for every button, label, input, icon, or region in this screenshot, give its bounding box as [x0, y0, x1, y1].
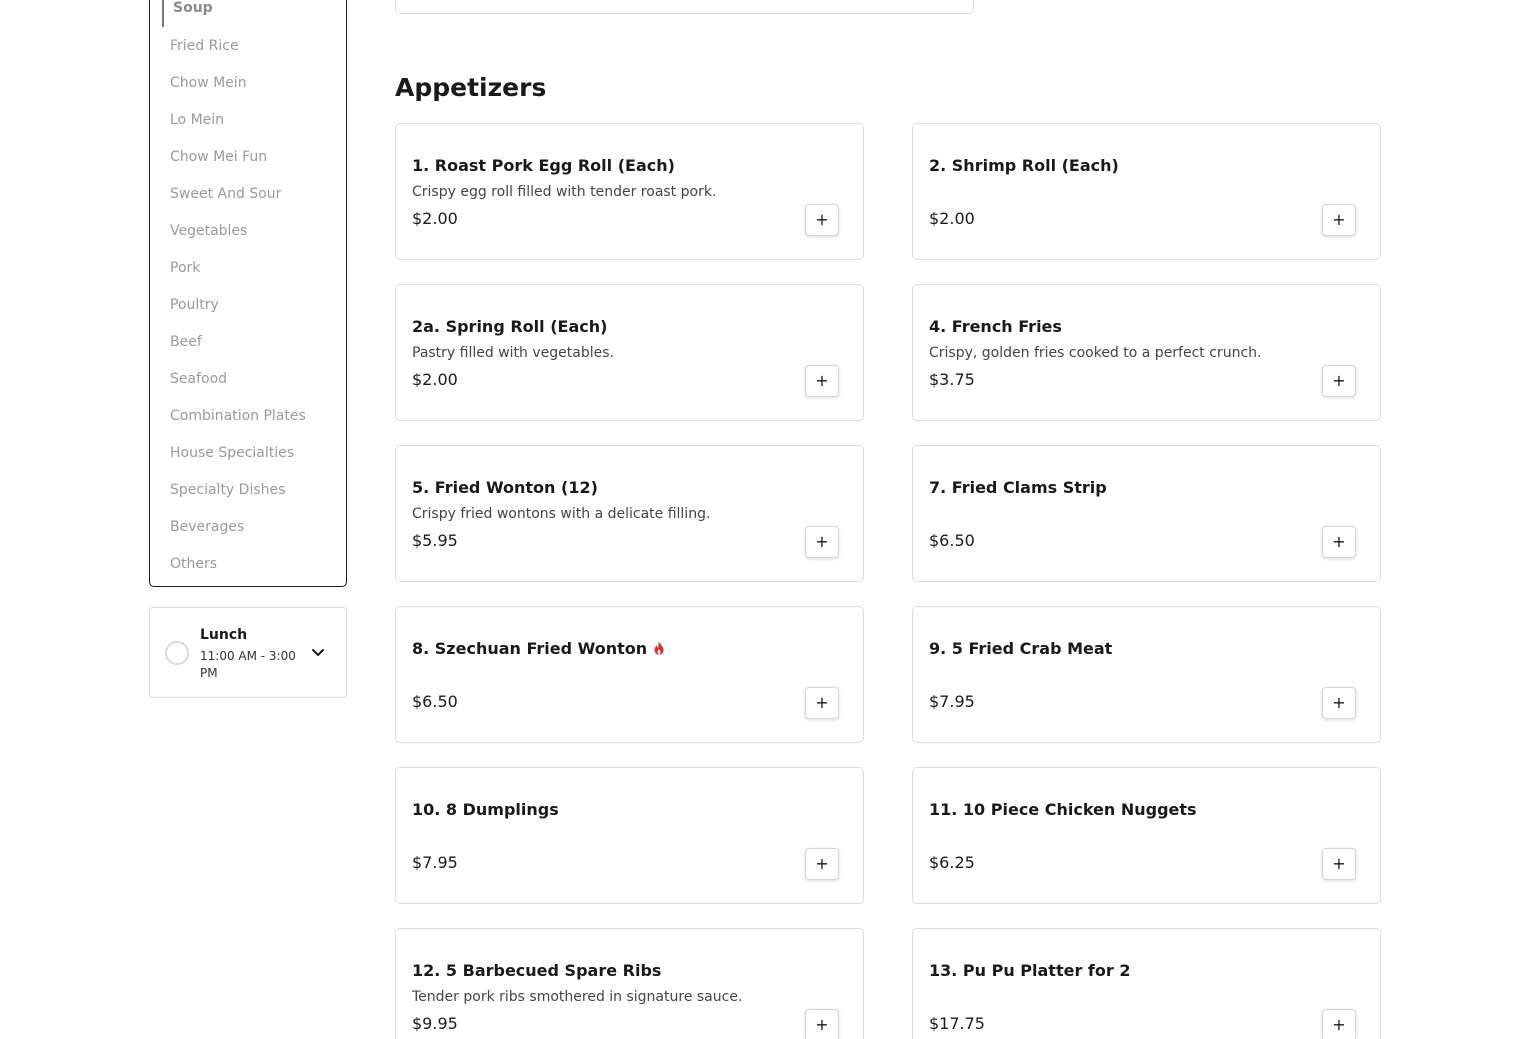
category-item-chow-mei-fun[interactable]: Chow Mei Fun — [170, 149, 268, 165]
menu-item-card[interactable] — [912, 606, 1381, 743]
item-name: 1. Roast Pork Egg Roll (Each) — [412, 156, 675, 175]
menu-item-card[interactable] — [912, 445, 1381, 582]
category-item-vegetables[interactable]: Vegetables — [170, 223, 248, 239]
item-price: $2.00 — [412, 209, 458, 228]
add-item-button[interactable]: + — [805, 526, 839, 558]
menu-item-card[interactable] — [912, 767, 1381, 904]
chevron-down-icon[interactable] — [310, 644, 326, 660]
category-item-lo-mein[interactable]: Lo Mein — [170, 112, 225, 128]
item-description: Crispy egg roll filled with tender roast pork. — [412, 184, 717, 200]
menu-item-card[interactable] — [912, 928, 1381, 1039]
category-item-combination-plates[interactable]: Combination Plates — [170, 408, 306, 424]
item-description: Tender pork ribs smothered in signature sauce. — [412, 989, 743, 1005]
menu-item-card[interactable] — [395, 284, 864, 421]
menu-item-card[interactable] — [395, 445, 864, 582]
item-name: 7. Fried Clams Strip — [929, 478, 1107, 497]
item-name: 4. French Fries — [929, 317, 1062, 336]
menu-item-card[interactable] — [912, 123, 1381, 260]
category-item-specialty-dishes[interactable]: Specialty Dishes — [170, 482, 286, 498]
add-item-button[interactable]: + — [1322, 1009, 1356, 1039]
add-item-button[interactable]: + — [805, 1009, 839, 1039]
menu-item-card[interactable] — [395, 123, 864, 260]
hours-radio[interactable] — [165, 641, 189, 665]
category-item-pork[interactable]: Pork — [170, 260, 201, 276]
item-description: Crispy, golden fries cooked to a perfect crunch. — [929, 345, 1262, 361]
category-item-sweet-and-sour[interactable]: Sweet And Sour — [170, 186, 282, 202]
item-price: $7.95 — [929, 692, 975, 711]
item-price: $7.95 — [412, 853, 458, 872]
item-price: $9.95 — [412, 1014, 458, 1033]
previous-section-card — [395, 0, 974, 14]
spicy-flame-icon — [653, 641, 665, 655]
item-name: 2. Shrimp Roll (Each) — [929, 156, 1119, 175]
item-name: 10. 8 Dumplings — [412, 800, 559, 819]
category-item-fried-rice[interactable]: Fried Rice — [170, 38, 239, 54]
add-item-button[interactable]: + — [1322, 687, 1356, 719]
menu-item-card[interactable] — [912, 284, 1381, 421]
item-name: 8. Szechuan Fried Wonton — [412, 639, 648, 658]
item-price: $6.50 — [929, 531, 975, 550]
item-price: $6.50 — [412, 692, 458, 711]
item-price: $3.75 — [929, 370, 975, 389]
menu-item-card[interactable] — [395, 767, 864, 904]
category-item-chow-mein[interactable]: Chow Mein — [170, 75, 247, 91]
item-name: 13. Pu Pu Platter for 2 — [929, 961, 1131, 980]
hours-time: 11:00 AM - 3:00 PM — [200, 649, 296, 680]
section-title: Appetizers — [395, 73, 547, 102]
menu-item-card[interactable] — [395, 928, 864, 1039]
add-item-button[interactable]: + — [1322, 526, 1356, 558]
menu-hours-selector[interactable] — [149, 607, 347, 698]
item-price: $6.25 — [929, 853, 975, 872]
item-price: $2.00 — [412, 370, 458, 389]
menu-item-card[interactable] — [395, 606, 864, 743]
add-item-button[interactable]: + — [805, 365, 839, 397]
item-description: Crispy fried wontons with a delicate filling. — [412, 506, 711, 522]
item-name: 12. 5 Barbecued Spare Ribs — [412, 961, 662, 980]
item-name: 2a. Spring Roll (Each) — [412, 317, 608, 336]
item-name: 11. 10 Piece Chicken Nuggets — [929, 800, 1197, 819]
item-price: $2.00 — [929, 209, 975, 228]
item-name: 5. Fried Wonton (12) — [412, 478, 598, 497]
item-price: $5.95 — [412, 531, 458, 550]
add-item-button[interactable]: + — [805, 687, 839, 719]
category-item-beef[interactable]: Beef — [170, 334, 202, 350]
category-item-poultry[interactable]: Poultry — [170, 297, 219, 313]
item-description: Pastry filled with vegetables. — [412, 345, 614, 361]
category-item-house-specialties[interactable]: House Specialties — [170, 445, 295, 461]
category-item-soup[interactable]: Soup — [162, 0, 213, 27]
item-name: 9. 5 Fried Crab Meat — [929, 639, 1113, 658]
hours-title: Lunch — [200, 627, 248, 643]
category-item-seafood[interactable]: Seafood — [170, 371, 228, 387]
add-item-button[interactable]: + — [1322, 204, 1356, 236]
item-price: $17.75 — [929, 1014, 985, 1033]
category-nav — [149, 0, 347, 587]
add-item-button[interactable]: + — [1322, 848, 1356, 880]
category-item-beverages[interactable]: Beverages — [170, 519, 245, 535]
category-item-others[interactable]: Others — [170, 556, 218, 572]
add-item-button[interactable]: + — [1322, 365, 1356, 397]
add-item-button[interactable]: + — [805, 848, 839, 880]
item-name-row — [412, 639, 665, 658]
add-item-button[interactable]: + — [805, 204, 839, 236]
